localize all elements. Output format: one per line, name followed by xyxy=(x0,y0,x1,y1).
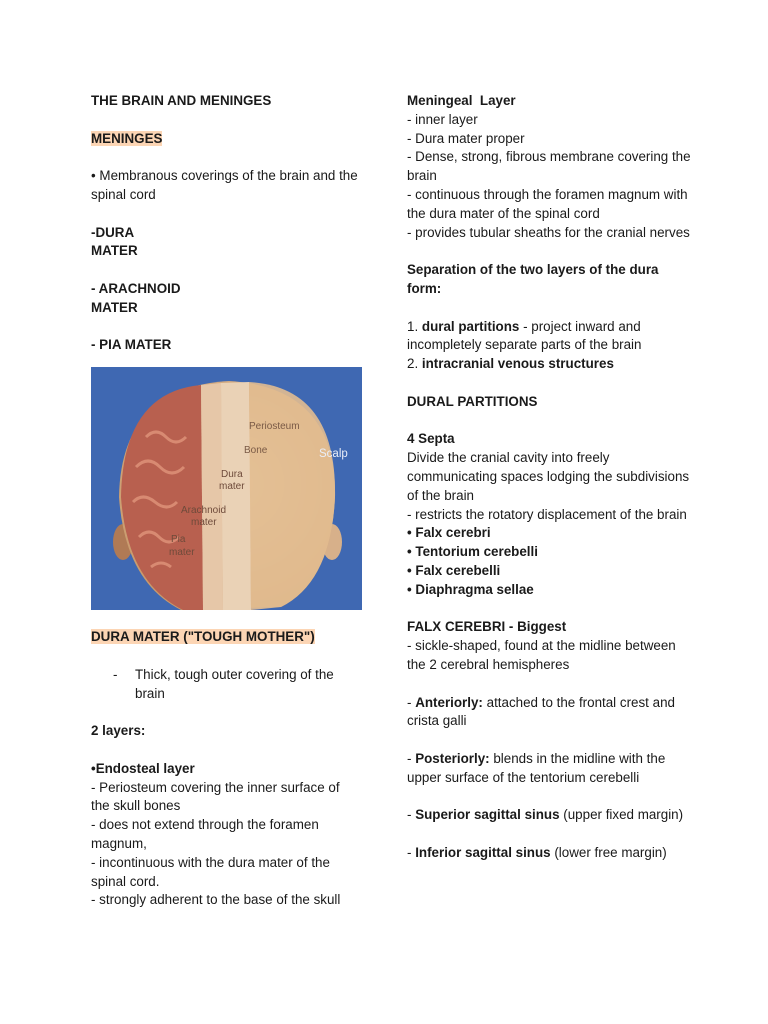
label-dura: Dura xyxy=(221,469,243,481)
meningeal-item: - continuous through the foramen magnum with the dura mater of the spinal cord xyxy=(407,186,688,221)
endosteal-item: - incontinuous with the dura mater of the spinal cord. xyxy=(91,854,330,889)
falx-posterior: - Posteriorly: blends in the midline with the upper surface of the tentorium cerebelli xyxy=(407,750,666,785)
label-scalp: Scalp xyxy=(319,448,348,461)
separation-heading: Separation of the two layers of the dura form: xyxy=(407,262,659,296)
septa-heading: 4 Septa xyxy=(407,431,455,447)
meningeal-item: - inner layer xyxy=(407,111,478,127)
page-title: THE BRAIN AND MENINGES xyxy=(91,93,272,108)
endosteal-item: - does not extend through the foramen magnum, xyxy=(91,817,319,851)
meninges-illustration xyxy=(91,367,362,610)
meninges-description: • Membranous coverings of the brain and the spinal cord xyxy=(91,168,358,202)
dural-partitions-heading: DURAL PARTITIONS xyxy=(407,393,538,409)
meningeal-item: - Dura mater proper xyxy=(407,130,525,146)
two-layers-heading: 2 layers: xyxy=(91,723,146,739)
endosteal-item: - strongly adherent to the base of the skull xyxy=(91,892,341,908)
septa-restricts: - restricts the rotatory displacement of the brain xyxy=(407,506,687,522)
arachnoid-item-line2: MATER xyxy=(91,299,138,315)
meningeal-heading: Meningeal Layer xyxy=(407,93,516,108)
dura-mater-heading: DURA MATER ("TOUGH MOTHER") xyxy=(91,629,315,645)
label-arachnoid: Arachnoid xyxy=(181,505,227,517)
falx-inferior-sinus: - Inferior sagittal sinus (lower free margin) xyxy=(407,844,667,860)
dura-mater-bullet-text: Thick, tough outer covering of the brain xyxy=(135,666,334,701)
dura-mater-bullet xyxy=(91,666,359,704)
dura-item-line2: MATER xyxy=(91,243,138,259)
endosteal-item: - Periosteum covering the inner surface of the skull bones xyxy=(91,779,340,814)
septa-list-item: • Tentorium cerebelli xyxy=(407,544,538,560)
left-column xyxy=(91,92,359,910)
falx-description: - sickle-shaped, found at the midline between the 2 cerebral hemispheres xyxy=(407,638,676,672)
arachnoid-item-line1: - ARACHNOID xyxy=(91,280,181,296)
meningeal-item: - Dense, strong, fibrous membrane covering the brain xyxy=(407,149,691,184)
label-pia: Pia xyxy=(171,534,186,546)
meninges-heading: MENINGES xyxy=(91,130,163,146)
label-arachnoid-2: mater xyxy=(191,517,217,529)
label-periosteum: Periosteum xyxy=(249,421,300,433)
falx-superior-sinus: - Superior sagittal sinus (upper fixed margin) xyxy=(407,807,684,823)
bullet-dash: - xyxy=(113,666,118,682)
dura-item-line1: -DURA xyxy=(91,224,135,240)
pia-item: - PIA MATER xyxy=(91,337,172,353)
falx-heading: FALX CEREBRI - Biggest xyxy=(407,619,567,635)
separation-item-1: 1. dural partitions - project inward and incompletely separate parts of the brain xyxy=(407,318,642,353)
label-bone: Bone xyxy=(244,445,268,457)
septa-description: Divide the cranial cavity into freely communicating spaces lodging the subdivisions of the brain xyxy=(407,450,690,503)
septa-list-item: • Diaphragma sellae xyxy=(407,581,534,597)
falx-anterior: - Anteriorly: attached to the frontal crest and crista galli xyxy=(407,694,675,729)
label-dura-2: mater xyxy=(219,481,245,493)
meningeal-item: - provides tubular sheaths for the cranial nerves xyxy=(407,224,690,240)
septa-list-item: • Falx cerebri xyxy=(407,525,491,541)
endosteal-heading: •Endosteal layer xyxy=(91,760,195,776)
septa-list-item: • Falx cerebelli xyxy=(407,562,501,578)
separation-item-2: 2. intracranial venous structures xyxy=(407,356,614,372)
right-column xyxy=(407,92,692,863)
label-pia-2: mater xyxy=(169,547,195,559)
